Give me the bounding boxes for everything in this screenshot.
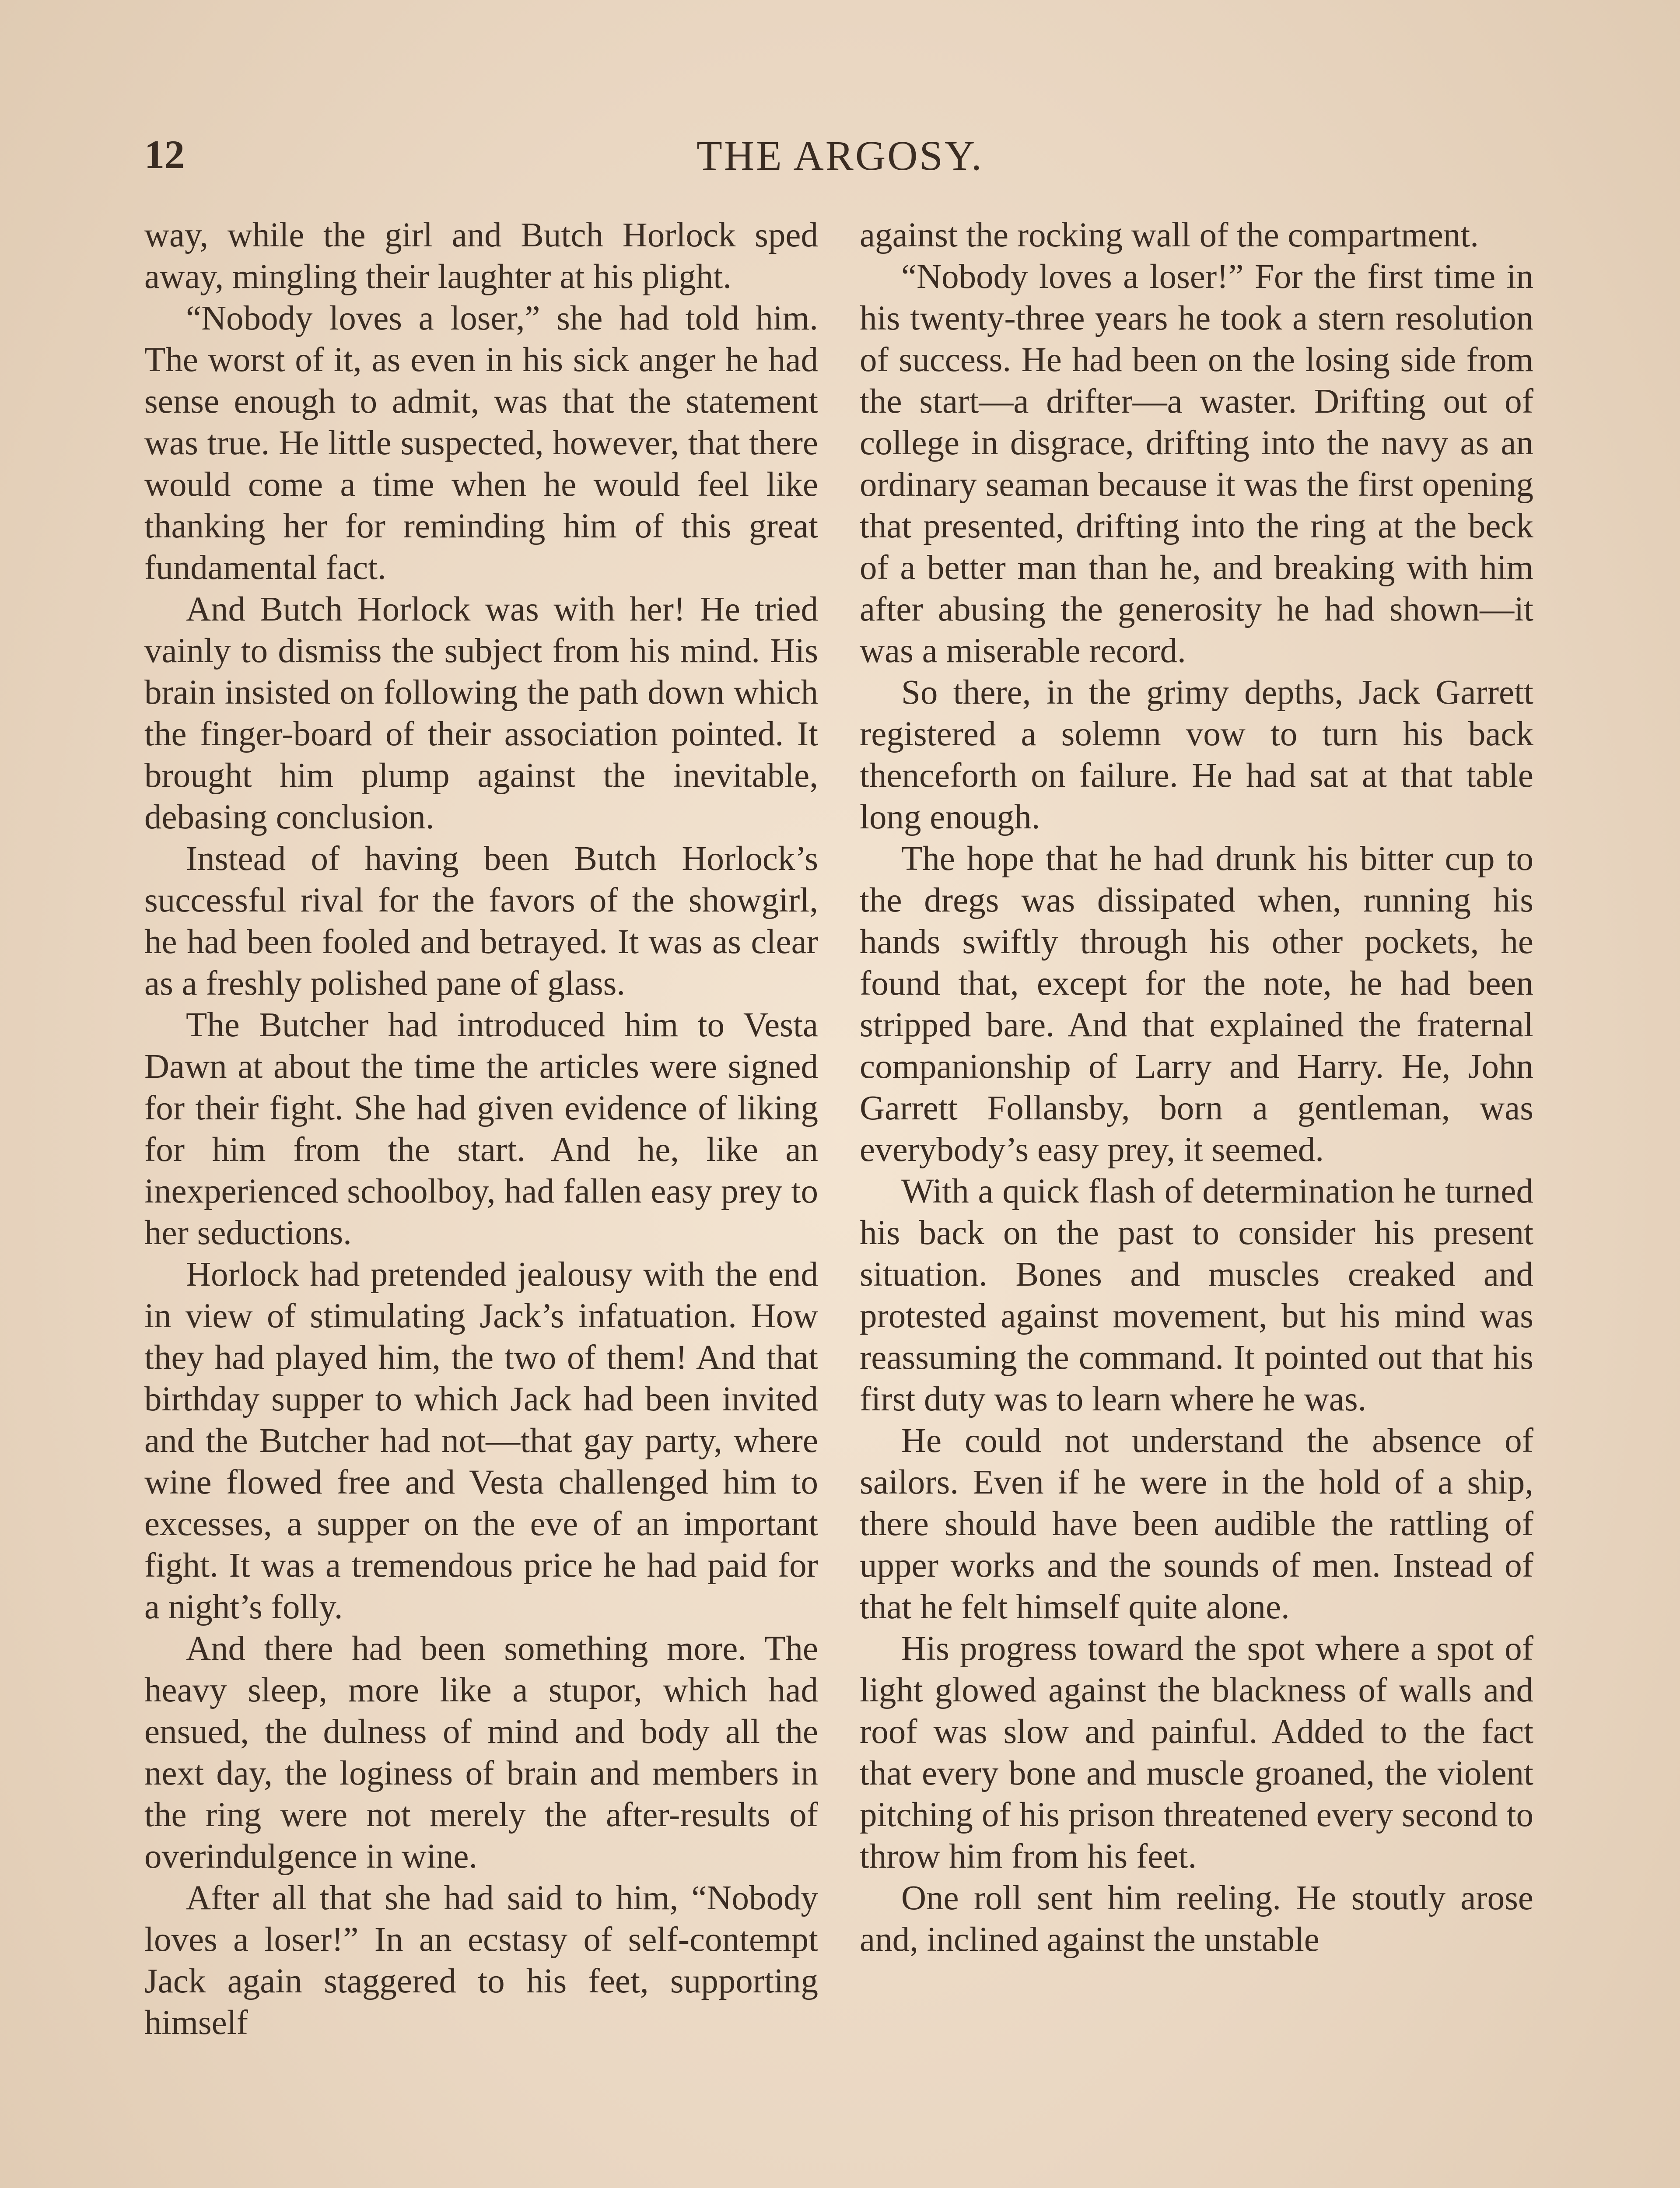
paragraph: Horlock had pretended jealousy with the end in view of stimulating Jack’s infatuation. How they had played him, the two of them! And that birthday supper to which Jack had been invited and the Butcher had not—that gay party, where wine flowed free and Vesta challenged him to excesses, a supper on the eve of an important fight. It was a tremendous price he had paid for a night’s folly. bbox=[144, 1255, 818, 1626]
paragraph: “Nobody loves a loser,” she had told him. The worst of it, as even in his sick anger he had sense enough to admit, was that the statement was true. He little suspected, however, that there would come a time when he would feel like thanking her for reminding him of this great fundamental fact. bbox=[144, 299, 818, 587]
page-header bbox=[0, 131, 1680, 201]
paragraph: And there had been something more. The heavy sleep, more like a stupor, which had ensued, the dulness of mind and body all the next day, the loginess of brain and members in the ring were not merely the after-results of overindulgence in wine. bbox=[144, 1630, 818, 1876]
paragraph: The hope that he had drunk his bitter cup to the dregs was dissipated when, running his hands swiftly through his other pockets, he found that, except for the note, he had been stripped bare. And that explained the fraternal companionship of Larry and Harry. He, John Garrett Follansby, born a gentleman, was everybody’s easy prey, it seemed. bbox=[860, 840, 1533, 1169]
paragraph: Instead of having been Butch Horlock’s successful rival for the favors of the showgirl, he had been fooled and betrayed. It was as clear as a freshly polished pane of glass. bbox=[144, 840, 818, 1003]
paragraph: He could not understand the absence of sailors. Even if he were in the hold of a ship, there should have been audible the rattling of upper works and the sounds of men. Instead of that he felt himself quite alone. bbox=[860, 1422, 1533, 1626]
left-column bbox=[144, 214, 818, 2044]
paragraph: His progress toward the spot where a spot of light glowed against the blackness of walls and roof was slow and painful. Added to the fact that every bone and muscle groaned, the violent pitching of his prison threatened every second to throw him from his feet. bbox=[860, 1630, 1533, 1876]
paragraph: With a quick flash of determination he turned his back on the past to consider his present situation. Bones and muscles creaked and protested against movement, but his mind was reassuming the command. It pointed out that his first duty was to learn where he was. bbox=[860, 1172, 1533, 1418]
right-column bbox=[860, 214, 1533, 1960]
paragraph: So there, in the grimy depths, Jack Garrett registered a solemn vow to turn his back thenceforth on failure. He had sat at that table long enough. bbox=[860, 673, 1533, 836]
paragraph: “Nobody loves a loser!” For the first time in his twenty-three years he took a stern resolution of success. He had been on the losing side from the start—a drifter—a waster. Drifting out of college in disgrace, drifting into the navy as an ordinary seaman because it was the first opening that presented, drifting into the ring at the beck of a better man than he, and breaking with him after abusing the generosity he had shown—it was a miserable record. bbox=[860, 258, 1533, 670]
page-number: 12 bbox=[144, 132, 185, 177]
paragraph: One roll sent him reeling. He stoutly arose and, inclined against the unstable bbox=[860, 1879, 1533, 1959]
running-head-title: THE ARGOSY. bbox=[696, 132, 984, 179]
paragraph: The Butcher had introduced him to Vesta Dawn at about the time the articles were signed for their fight. She had given evidence of liking for him from the start. And he, like an inexperienced schoolboy, had fallen easy prey to her seductions. bbox=[144, 1006, 818, 1252]
paragraph: way, while the girl and Butch Horlock sped away, mingling their laughter at his plight. bbox=[144, 216, 818, 296]
paragraph: And Butch Horlock was with her! He tried vainly to dismiss the subject from his mind. His brain insisted on following the path down which the finger-board of their association pointed. It brought him plump against the inevitable, debasing conclusion. bbox=[144, 590, 818, 836]
paragraph: against the rocking wall of the compartment. bbox=[860, 216, 1479, 254]
paragraph: After all that she had said to him, “Nobody loves a loser!” In an ecstasy of self-contempt Jack again staggered to his feet, supporting himself bbox=[144, 1879, 818, 2042]
